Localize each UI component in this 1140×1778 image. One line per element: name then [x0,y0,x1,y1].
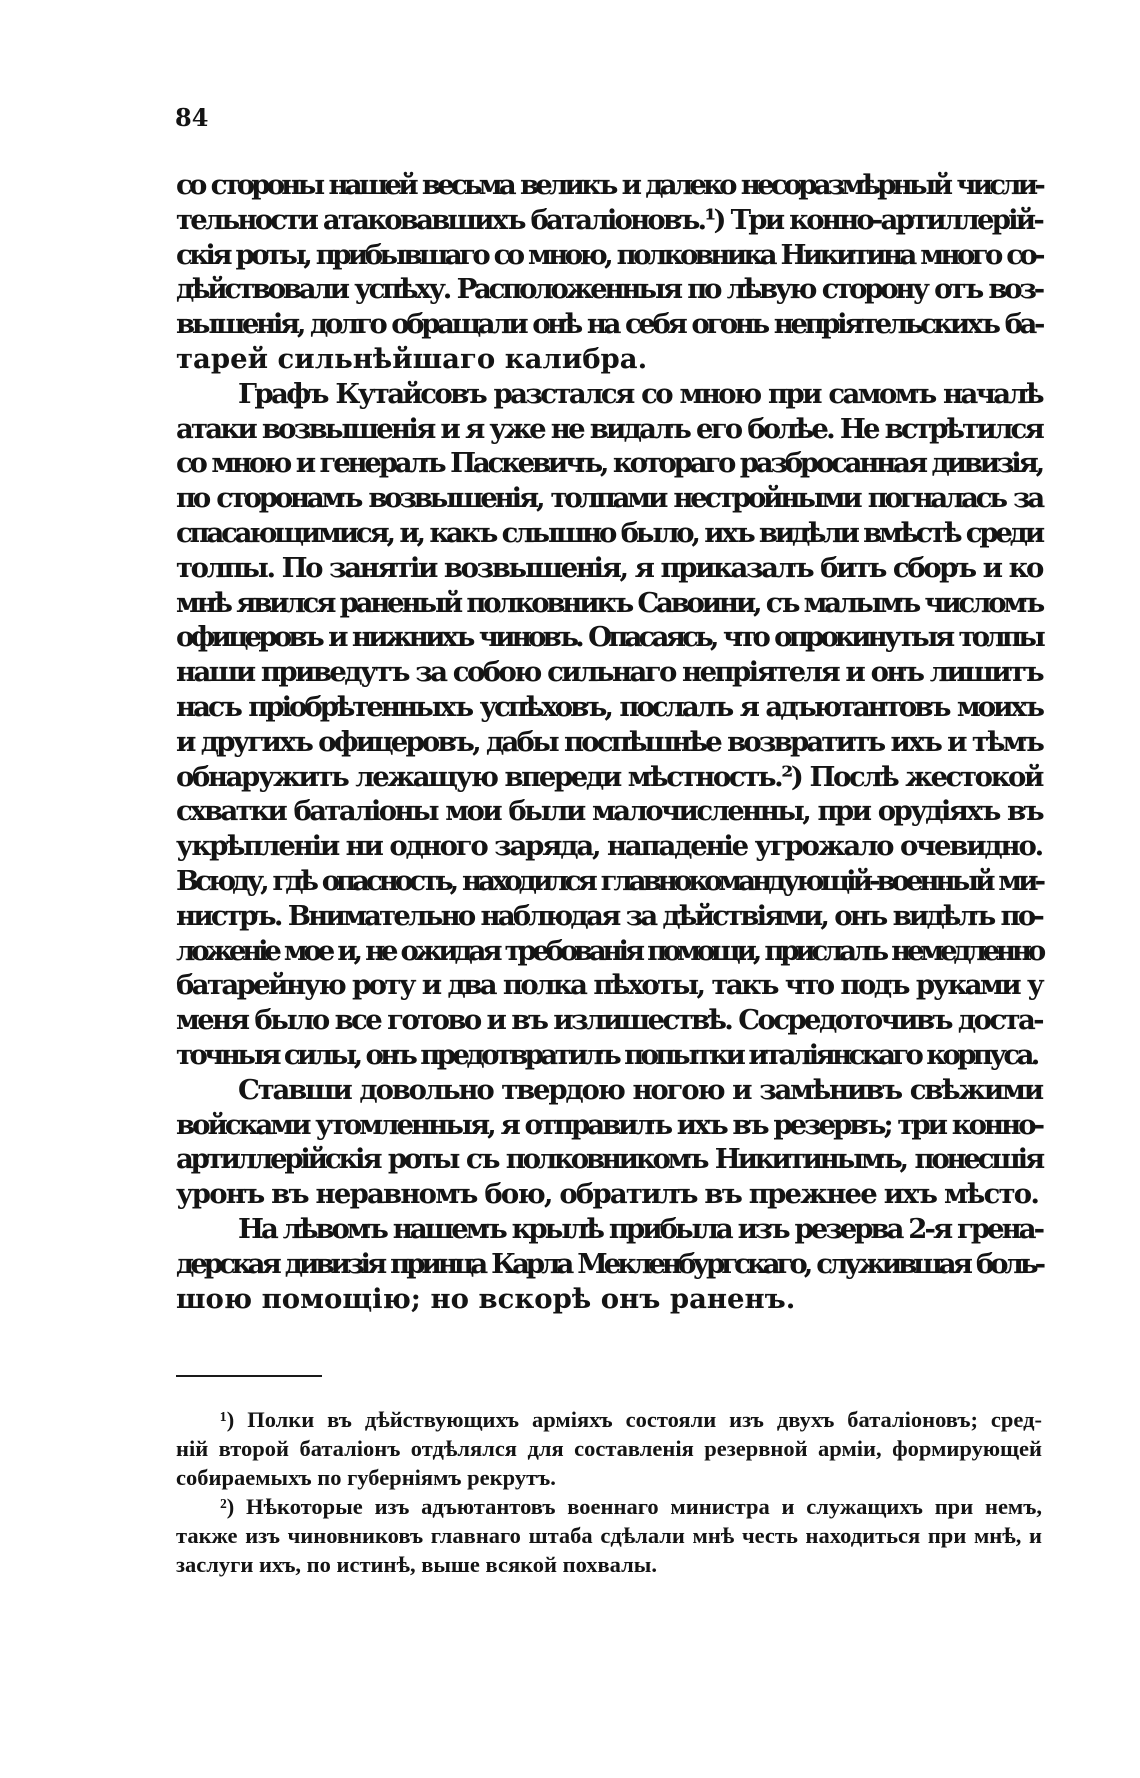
body-text-line: На лѣвомъ нашемъ крылѣ прибыла изъ резерва 2-я грена- [238,1212,1042,1245]
body-text-line: по сторонамъ возвышенія, толпами нестройными погналась за [176,482,1042,515]
body-text-line: офицеровъ и нижнихъ чиновъ. Опасаясь, что опрокинутыя толпы [176,621,1042,654]
body-text-line: и другихъ офицеровъ, дабы поспѣшнѣе возвратить ихъ и тѣмъ [176,725,1042,758]
body-text-line: дѣйствовали успѣху. Расположенныя по лѣвую сторону отъ воз- [176,273,1042,306]
main-text [176,168,1042,1316]
body-text-line: точныя силы, онъ предотвратилъ попытки италіянскаго корпуса. [176,1038,1037,1071]
body-text-line: толпы. По занятіи возвышенія, я приказалъ бить сборъ и ко [176,551,1042,584]
body-text-line: войсками утомленныя, я отправилъ ихъ въ резервъ; три конно- [176,1108,1042,1141]
body-text-line: нистръ. Внимательно наблюдая за дѣйствіями, онъ видѣлъ по- [176,899,1042,932]
body-text-line: скія роты, прибывшаго со мною, полковника Никитина много со- [176,238,1042,271]
body-text-line: Графъ Кутайсовъ разстался со мною при самомъ началѣ [238,377,1042,410]
footnote-separator [176,1375,322,1377]
page-number: 84 [175,103,209,132]
body-text-line: меня было все готово и въ излишествѣ. Сосредоточивъ доста- [176,1004,1042,1037]
body-text-line: Всюду, гдѣ опасность, находился главнокомандующій-военный ми- [176,864,1042,897]
body-text-line: тарей сильнѣйшаго калибра. [176,342,648,375]
body-text-line: шою помощію; но вскорѣ онъ раненъ. [176,1282,796,1315]
body-text-line: наши приведутъ за собою сильнаго непріятеля и онъ лишитъ [176,656,1042,689]
footnote-line: ній второй баталіонъ отдѣлялся для составленія резервной арміи, формирующей [176,1436,1042,1461]
body-text-line: ложеніе мое и, не ожидая требованія помощи, прислалъ немедленно [176,934,1042,967]
body-text-line: Ставши довольно твердою ногою и замѣнивъ свѣжими [238,1073,1042,1106]
body-text-line: тельности атаковавшихъ баталіоновъ.¹) Три конно-артиллерій- [176,203,1042,236]
footnote-line: ²) Нѣкоторые изъ адъютантовъ военнаго министра и служащихъ при немъ, [220,1494,1042,1519]
body-text-line: насъ пріобрѣтенныхъ успѣховъ, послалъ я адъютантовъ моихъ [176,690,1042,723]
body-text-line: дерская дивизія принца Карла Мекленбургскаго, служившая боль- [176,1247,1042,1280]
body-text-line: схватки баталіоны мои были малочисленны, при орудіяхъ въ [176,795,1042,828]
body-text-line: со стороны нашей весьма великъ и далеко несоразмѣрный числи- [176,169,1042,201]
body-text-line: артиллерійскія роты съ полковникомъ Никитинымъ, понесшія [176,1143,1042,1176]
footnote-line: заслуги ихъ, по истинѣ, выше всякой похвалы. [176,1552,657,1577]
body-text-line: батарейную роту и два полка пѣхоты, такъ что подъ руками у [176,969,1042,1002]
footnotes [176,1405,1042,1579]
body-text-line: обнаружить лежащую впереди мѣстность.²) Послѣ жестокой [176,760,1042,793]
body-text-line: атаки возвышенія и я уже не видалъ его болѣе. Не встрѣтился [176,412,1042,445]
body-text-line: мнѣ явился раненый полковникъ Савоини, съ малымъ числомъ [176,586,1042,619]
body-text-line: со мною и генералъ Паскевичъ, котораго разбросанная дивизія, [176,447,1042,480]
body-text-line: спасающимися, и, какъ слышно было, ихъ видѣли вмѣстѣ среди [176,516,1042,549]
body-text-line: уронъ въ неравномъ бою, обратилъ въ прежнее ихъ мѣсто. [176,1178,1039,1211]
body-text-line: укрѣпленіи ни одного заряда, нападеніе угрожало очевидно. [176,830,1042,863]
footnote-line: ¹) Полки въ дѣйствующихъ арміяхъ состояли изъ двухъ баталіоновъ; сред- [220,1407,1042,1432]
footnote-line: собираемыхъ по губерніямъ рекрутъ. [176,1465,556,1490]
footnote-line: также изъ чиновниковъ главнаго штаба сдѣлали мнѣ честь находиться при мнѣ, и [176,1523,1042,1548]
body-text-line: вышенія, долго обращали онѣ на себя огонь непріятельскихъ ба- [176,308,1042,341]
